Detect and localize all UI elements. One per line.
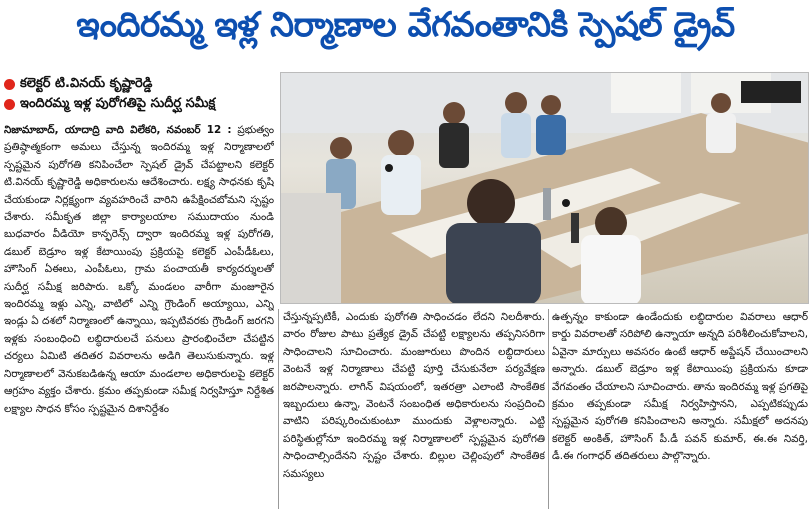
column-divider (548, 309, 549, 509)
article-column-1 (4, 122, 274, 510)
meeting-photo-illustration (281, 73, 809, 304)
bullet-icon (4, 79, 15, 90)
subhead-2 (4, 94, 276, 114)
article-column-3 (552, 309, 808, 509)
column-1-text: ప్రభుత్వం ప్రతిష్ఠాత్మకంగా అమలు చేస్తున్న ఇందిరమ్మ ఇళ్ల నిర్మాణాలలో స్పష్టమైన పురోగతి కనిపించేలా స్పెషల్ డ్రైవ్ చేపట్టాలని కలెక్టర్ టి.వినయ్ కృష్ణారెడ్డి అధికారులను ఆదేశించారు. లక్ష్య సాధనకు కృషి చేయకుండా నిర్లక్ష్యంగా వ్యవహరించే వారిని ఉపేక్షించబోమని స్పష్టం చేశారు. సమీకృత జిల్లా కార్యాలయాల సముదాయం నుండి బుధవారం వీడియో కాన్ఫరెన్స్ ద్వారా ఇందిరమ్మ ఇళ్ల పురోగతి, డబుల్ బెడ్రూం ఇళ్ల కేటాయింపు ప్రక్రియపై కలెక్టర్ ఎంపీడీఓలు, హౌసింగ్ ఏఈలు, ఎంపీఓలు, గ్రామ పంచాయతీ కార్యదర్శులతో సుదీర్ఘ సమీక్ష జరిపారు. ఒక్కో మండలం వారీగా మంజూరైన ఇందిరమ్మ ఇళ్లు ఎన్ని, వాటిలో ఎన్ని గ్రౌండింగ్ అయ్యాయి, ఎన్ని ఇండ్లు ఏ దశలో నిర్మాణంలో ఉన్నాయి, ఇప్పటివరకు గ్రౌండింగ్ జరగని ఇళ్లకు సంబంధించి లబ్ధిదారులచే పనులు ప్రారంభించేలా చేపట్టిన చర్యలు ఏమిటి తదితర వివరాలను అడిగి తెలుసుకున్నారు. ఇళ్ల నిర్మాణాలలో వెనుకబడిఉన్న ఆయా మండలాల అధికారులపై కలెక్టర్ ఆగ్రహం వ్యక్తం చేశారు. క్రమం తప్పకుండా సమీక్ష నిర్వహిస్తూ నిర్దేశిత లక్ష్యాల సాధన కోసం స్పష్టమైన దిశానిర్దేశం (4, 124, 274, 415)
column-2-text: చేస్తున్నప్పటికీ, ఎందుకు పురోగతి సాధించడం లేదని నిలదీశారు. వారం రోజుల పాటు ప్రత్యేక డ్రైవ్ చేపట్టి లక్ష్యాలను తప్పనిసరిగా సాధించాలని సూచించారు. మంజూరులు పొందిన లబ్ధిదారులు వెంటనే ఇళ్ల నిర్మాణాలు చేపట్టి పూర్తి చేసుకునేలా పర్యవేక్షణ జరపాలన్నారు. లాగిన్ విషయంలో, ఇతరత్రా ఎలాంటి సాంకేతిక ఇబ్బందులు ఉన్నా, వెంటనే సంబంధిత అధికారులను సంప్రదించి వాటిని పరిష్కరించుకుంటూ ముందుకు వెళ్లాలన్నారు. ఎట్టి పరిస్థితుల్లోనూ ఇందిరమ్మ ఇళ్ల నిర్మాణాలలో స్పష్టమైన పురోగతి సాధించాల్సిందేనని స్పష్టం చేశారు. బిల్లుల చెల్లింపులో సాంకేతిక సమస్యలు (283, 311, 545, 480)
subhead-1 (4, 74, 276, 94)
subheads (4, 74, 276, 114)
article-headline: ఇందిరమ్మ ఇళ్ల నిర్మాణాల వేగవంతానికి స్పెషల్ డ్రైవ్ (76, 5, 735, 45)
bullet-icon (4, 99, 15, 110)
column-3-text: ఉత్పన్నం కాకుండా ఉండేందుకు లబ్ధిదారుల వివరాలు ఆధార్ కార్డు వివరాలతో సరిపోలి ఉన్నాయా అన్నది పరిశీలించుకోవాలని, ఏవైనా మార్పులు అవసరం ఉంటే ఆధార్ అప్డేషన్ చేయించాలని అన్నారు. డబుల్ బెడ్రూం ఇళ్ల కేటాయింపు ప్రక్రియను కూడా వేగవంతం చేయాలని సూచించారు. తాను ఇందిరమ్మ ఇళ్ల ప్రగతిపై క్రమం తప్పకుండా సమీక్ష నిర్వహిస్తానని, ఎప్పటికప్పుడు స్పష్టమైన పురోగతి కనిపించాలని అన్నారు. సమీక్షలో అదనపు కలెక్టర్ అంకిత్, హౌసింగ్ పీ.డీ పవన్ కుమార్, ఈ.ఈ నివర్తి, డీ.ఈ గంగాధర్ తదితరులు పాల్గొన్నారు. (552, 311, 808, 463)
dateline: నిజామాబాద్, యాదాద్రి వాది విలేకరి, నవంబర్ 12 : (4, 124, 232, 136)
subhead-2-text: ఇందిరమ్మ ఇళ్ల పురోగతిపై సుదీర్ఘ సమీక్ష (20, 96, 216, 111)
article-column-2 (283, 309, 545, 509)
meeting-photo (280, 72, 809, 304)
column-divider (278, 309, 279, 509)
subhead-1-text: కలెక్టర్ టి.వినయ్ కృష్ణారెడ్డి (20, 76, 153, 91)
